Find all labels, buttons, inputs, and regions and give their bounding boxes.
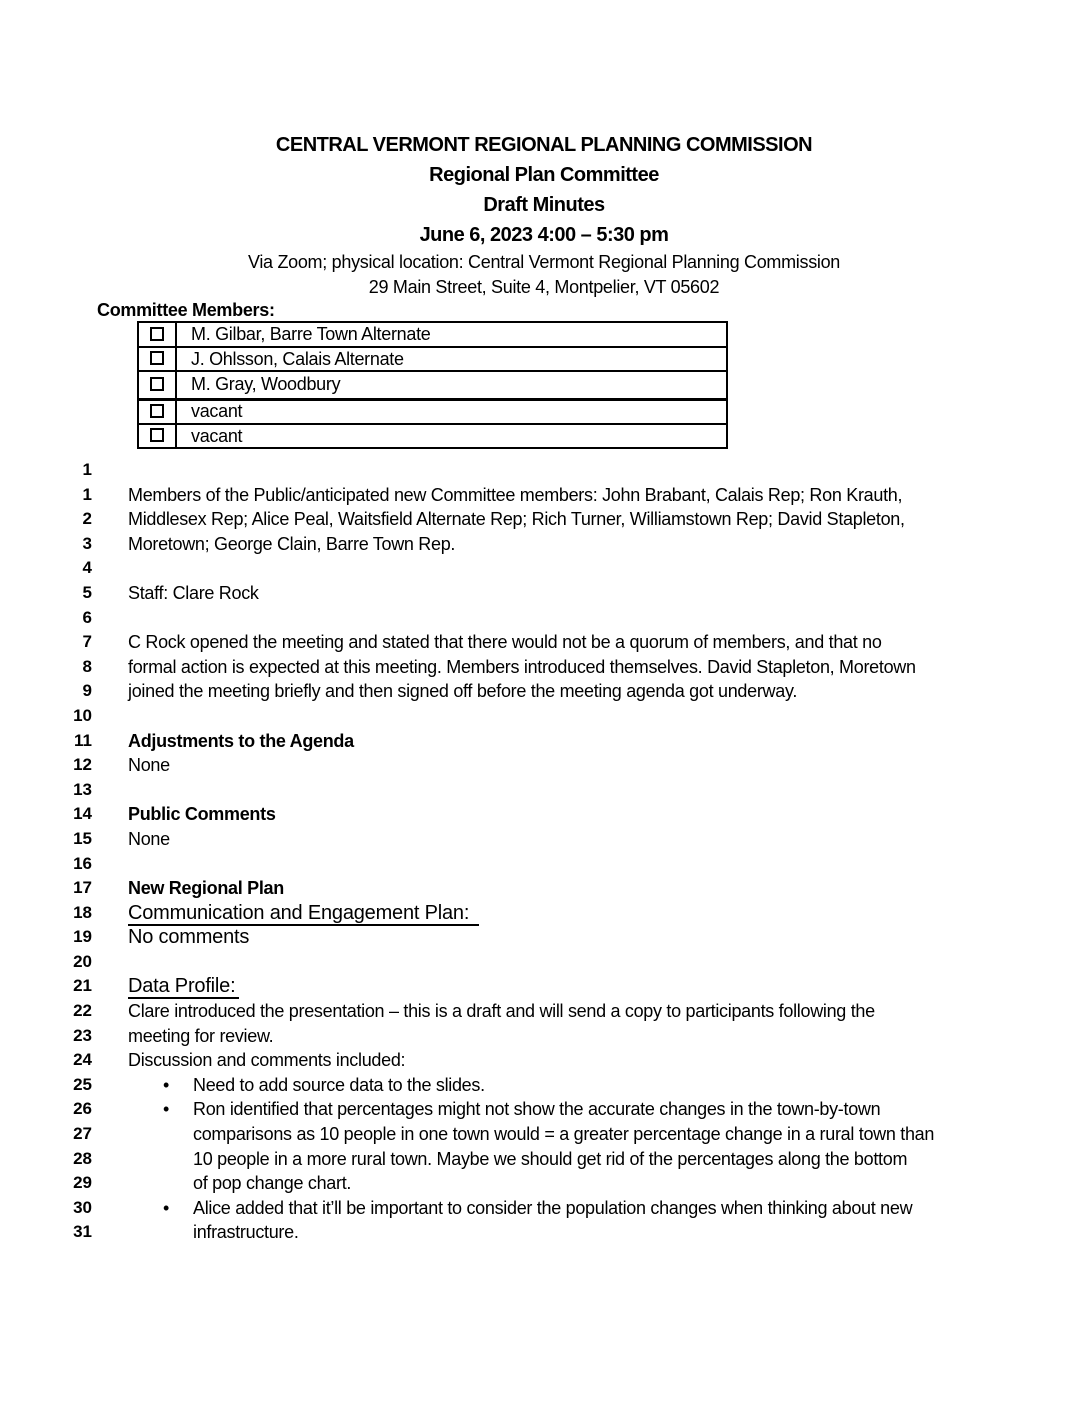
doc-line — [0, 778, 1088, 803]
line-number: 4 — [82, 558, 92, 578]
line-number: 1 — [82, 484, 92, 504]
checkbox-icon — [150, 377, 164, 391]
member-name: vacant — [176, 424, 727, 448]
doc-line — [0, 556, 1088, 581]
line-number: 7 — [82, 632, 92, 652]
line-number: 29 — [73, 1173, 92, 1193]
bullet-icon: • — [163, 1099, 170, 1120]
line-text: Discussion and comments included: — [128, 1050, 406, 1071]
doc-line — [0, 802, 1088, 827]
line-number: 18 — [73, 902, 92, 922]
meeting-location-line1: Via Zoom; physical location: Central Vermont Regional Planning Commission — [247, 252, 841, 272]
line-text: None — [128, 755, 170, 776]
doc-line — [0, 1097, 1088, 1122]
line-text: infrastructure. — [193, 1222, 299, 1243]
line-text: comparisons as 10 people in one town would = a greater percentage change in a rural town than — [193, 1124, 935, 1145]
section-heading: New Regional Plan — [128, 878, 284, 899]
section-heading: Adjustments to the Agenda — [128, 730, 354, 751]
meeting-datetime: June 6, 2023 4:00 – 5:30 pm — [419, 224, 669, 246]
line-number: 24 — [73, 1050, 92, 1070]
line-number: 19 — [73, 927, 92, 947]
meeting-location-line2: 29 Main Street, Suite 4, Montpelier, VT 05602 — [368, 276, 720, 297]
line-number: 10 — [73, 705, 92, 725]
line-number: 15 — [73, 828, 92, 848]
checkbox-icon — [150, 428, 164, 442]
line-number: 11 — [74, 730, 92, 750]
bullet-icon: • — [163, 1197, 170, 1218]
line-text: None — [128, 828, 170, 849]
doc-line — [0, 876, 1088, 901]
line-text: Clare introduced the presentation – this is a draft and will send a copy to participants following the — [128, 1001, 875, 1022]
bullet-icon: • — [163, 1074, 170, 1095]
line-text: Moretown; George Clain, Barre Town Rep. — [128, 533, 456, 554]
line-text: Middlesex Rep; Alice Peal, Waitsfield Alternate Rep; Rich Turner, Williamstown Rep; David Stapleton, — [128, 509, 905, 530]
line-number: 13 — [73, 779, 92, 799]
committee-members-table — [137, 321, 728, 449]
checkbox-icon — [150, 351, 164, 365]
doc-line — [0, 1048, 1088, 1073]
doc-line — [0, 704, 1088, 729]
bullet-text: Alice added that it’ll be important to consider the population changes when thinking about new — [193, 1197, 913, 1218]
line-number: 14 — [73, 804, 92, 824]
committee-title: Regional Plan Committee — [429, 164, 659, 186]
minutes-body — [0, 458, 1088, 1245]
line-number: 31 — [73, 1222, 92, 1242]
doc-line — [0, 581, 1088, 606]
line-number: 28 — [73, 1148, 92, 1168]
line-number: 2 — [82, 509, 92, 529]
table-row — [138, 322, 727, 347]
doc-line — [0, 532, 1088, 557]
doc-line — [0, 753, 1088, 778]
line-number: 22 — [73, 1001, 92, 1021]
subsection-heading — [128, 974, 239, 999]
doc-line — [0, 606, 1088, 631]
doc-line — [0, 925, 1088, 950]
doc-line — [0, 1073, 1088, 1098]
doc-line — [0, 1220, 1088, 1245]
doc-type-title: Draft Minutes — [483, 194, 605, 216]
member-name: M. Gilbar, Barre Town Alternate — [176, 322, 727, 347]
underlined-heading-text: Communication and Engagement Plan: — [128, 902, 479, 926]
line-number: 23 — [73, 1025, 92, 1045]
line-number: 3 — [82, 533, 92, 553]
doc-line — [0, 679, 1088, 704]
committee-members-label: Committee Members: — [97, 300, 275, 320]
line-text: formal action is expected at this meeting. Members introduced themselves. David Stapleton, Moretown — [128, 656, 916, 677]
line-text: joined the meeting briefly and then signed off before the meeting agenda got underway. — [128, 681, 798, 702]
line-number: 1 — [82, 460, 92, 479]
bullet-item — [128, 1073, 485, 1098]
line-number: 12 — [73, 755, 92, 775]
line-number: 17 — [73, 878, 92, 898]
table-row — [138, 399, 727, 424]
doc-line — [0, 507, 1088, 532]
doc-line — [0, 1171, 1088, 1196]
bullet-item — [128, 1196, 912, 1221]
line-text: C Rock opened the meeting and stated that there would not be a quorum of members, and that no — [128, 632, 882, 653]
line-number: 30 — [73, 1197, 92, 1217]
doc-line — [0, 1122, 1088, 1147]
doc-line — [0, 999, 1088, 1024]
line-text: No comments — [128, 926, 250, 949]
line-number: 25 — [73, 1074, 92, 1094]
bullet-item — [128, 1097, 880, 1122]
line-number: 26 — [73, 1099, 92, 1119]
doc-line — [0, 852, 1088, 877]
subsection-heading — [128, 901, 479, 926]
line-number: 21 — [73, 976, 92, 996]
line-text: meeting for review. — [128, 1025, 274, 1046]
line-text: 10 people in a more rural town. Maybe we should get rid of the percentages along the bottom — [193, 1148, 908, 1169]
doc-line — [0, 827, 1088, 852]
line-number: 8 — [82, 656, 92, 676]
underlined-heading-text: Data Profile: — [128, 975, 239, 999]
checkbox-icon — [150, 404, 164, 418]
line-number: 9 — [82, 681, 92, 701]
doc-line — [0, 901, 1088, 926]
member-name: J. Ohlsson, Calais Alternate — [176, 347, 727, 371]
doc-line — [0, 1196, 1088, 1221]
line-number: 27 — [73, 1124, 92, 1144]
line-number: 20 — [73, 951, 92, 971]
line-number: 5 — [82, 582, 92, 602]
bullet-text: Need to add source data to the slides. — [193, 1074, 485, 1095]
doc-line — [0, 1024, 1088, 1049]
doc-line — [0, 483, 1088, 508]
member-name: vacant — [176, 399, 727, 424]
doc-line — [0, 974, 1088, 999]
doc-line — [0, 1147, 1088, 1172]
org-title: CENTRAL VERMONT REGIONAL PLANNING COMMISSION — [275, 134, 813, 156]
line-text: Members of the Public/anticipated new Committee members: John Brabant, Calais Rep; Ron Krauth, — [128, 484, 903, 505]
member-name: M. Gray, Woodbury — [176, 371, 727, 399]
table-row — [138, 371, 727, 399]
checkbox-icon — [150, 327, 164, 341]
section-heading: Public Comments — [128, 804, 276, 825]
doc-line — [0, 458, 1088, 483]
line-text: of pop change chart. — [193, 1173, 352, 1194]
doc-line — [0, 729, 1088, 754]
line-number: 6 — [82, 607, 92, 627]
table-row — [138, 347, 727, 371]
doc-line — [0, 655, 1088, 680]
document-header — [0, 130, 1088, 299]
table-row — [138, 424, 727, 448]
line-number: 16 — [73, 853, 92, 873]
doc-line — [0, 950, 1088, 975]
bullet-text: Ron identified that percentages might not show the accurate changes in the town-by-town — [193, 1099, 881, 1120]
doc-line — [0, 630, 1088, 655]
line-text: Staff: Clare Rock — [128, 582, 259, 603]
